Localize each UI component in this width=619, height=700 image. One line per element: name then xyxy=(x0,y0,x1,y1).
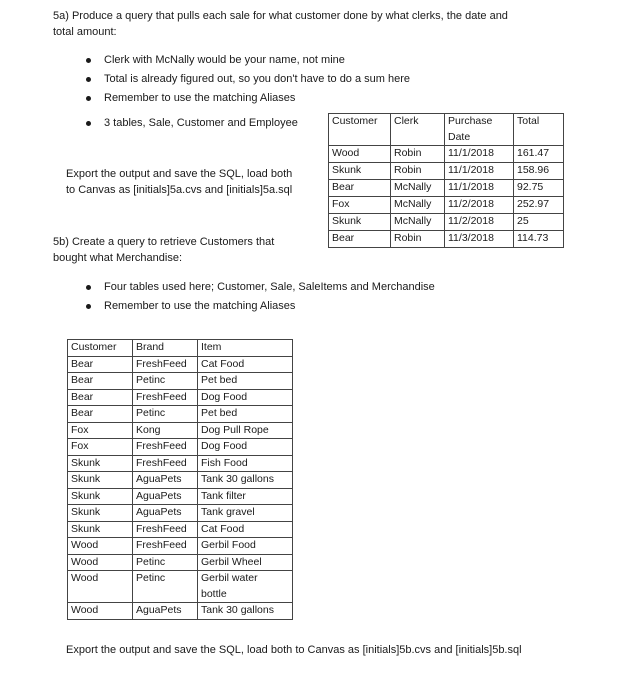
part-b-heading: 5b) Create a query to retrieve Customers that bought what Merchandise: xyxy=(53,236,275,264)
table-row: bottle xyxy=(68,587,293,603)
table-row: Wood AguaPets Tank 30 gallons xyxy=(68,603,293,620)
list-item: Total is already figured out, so you don't have to do a sum here xyxy=(82,70,410,89)
table-row: Skunk AguaPets Tank 30 gallons xyxy=(68,472,293,489)
header-brand: Brand xyxy=(133,340,198,357)
part-b-bullet-list xyxy=(82,278,435,316)
table-row: Bear FreshFeed Cat Food xyxy=(68,356,293,373)
list-item: Remember to use the matching Aliases xyxy=(82,297,435,316)
table-row: Skunk Robin 11/1/2018 158.96 xyxy=(329,163,564,180)
table-row: Skunk AguaPets Tank filter xyxy=(68,488,293,505)
part-a-heading-line1: 5a) Produce a query that pulls each sale for what customer done by what clerks, the date and xyxy=(53,10,508,22)
table-row: Wood Robin 11/1/2018 161.47 xyxy=(329,146,564,163)
table-row: Skunk FreshFeed Fish Food xyxy=(68,455,293,472)
part-a-heading xyxy=(53,9,593,41)
table-row: Bear Petinc Pet bed xyxy=(68,406,293,423)
table-row: Fox Kong Dog Pull Rope xyxy=(68,422,293,439)
part-a-heading-line2: total amount: xyxy=(53,25,117,38)
table-row: Fox FreshFeed Dog Food xyxy=(68,439,293,456)
sales-table xyxy=(328,113,564,248)
table-row: Bear Robin 11/3/2018 114.73 xyxy=(329,231,564,248)
list-item: Clerk with McNally would be your name, not mine xyxy=(82,51,410,70)
table-row: Wood Petinc Gerbil water xyxy=(68,571,293,587)
part-a-bullet-list-2 xyxy=(82,114,298,133)
table-row: Skunk FreshFeed Cat Food xyxy=(68,521,293,538)
table-row: Bear McNally 11/1/2018 92.75 xyxy=(329,180,564,197)
table-row: Fox McNally 11/2/2018 252.97 xyxy=(329,197,564,214)
bullet-icon xyxy=(86,77,91,82)
list-item: Four tables used here; Customer, Sale, SaleItems and Merchandise xyxy=(82,278,435,297)
merchandise-table xyxy=(67,339,293,620)
table-row: Skunk AguaPets Tank gravel xyxy=(68,505,293,522)
part-b-export-note: Export the output and save the SQL, load both to Canvas as [initials]5b.cvs and [initials]5b.sql xyxy=(66,644,522,656)
header-item: Item xyxy=(198,340,293,357)
table-header-row xyxy=(329,114,564,146)
header-customer: Customer xyxy=(329,114,391,146)
part-a-export-note: Export the output and save the SQL, load both to Canvas as [initials]5a.cvs and [initials]5a.sql xyxy=(66,168,293,196)
header-purchase-date: Purchase Date xyxy=(445,114,514,146)
header-customer: Customer xyxy=(68,340,133,357)
bullet-icon xyxy=(86,58,91,63)
list-item: 3 tables, Sale, Customer and Employee xyxy=(82,114,298,133)
list-item: Remember to use the matching Aliases xyxy=(82,89,410,108)
table-header-row xyxy=(68,340,293,357)
bullet-icon xyxy=(86,121,91,126)
bullet-icon xyxy=(86,304,91,309)
header-clerk: Clerk xyxy=(391,114,445,146)
part-a-bullet-list xyxy=(82,51,410,108)
table-row: Skunk McNally 11/2/2018 25 xyxy=(329,214,564,231)
bullet-icon xyxy=(86,285,91,290)
table-row: Wood Petinc Gerbil Wheel xyxy=(68,554,293,571)
header-total: Total xyxy=(514,114,564,146)
table-row: Bear FreshFeed Dog Food xyxy=(68,389,293,406)
bullet-icon xyxy=(86,96,91,101)
table-row: Wood FreshFeed Gerbil Food xyxy=(68,538,293,555)
table-row: Bear Petinc Pet bed xyxy=(68,373,293,390)
